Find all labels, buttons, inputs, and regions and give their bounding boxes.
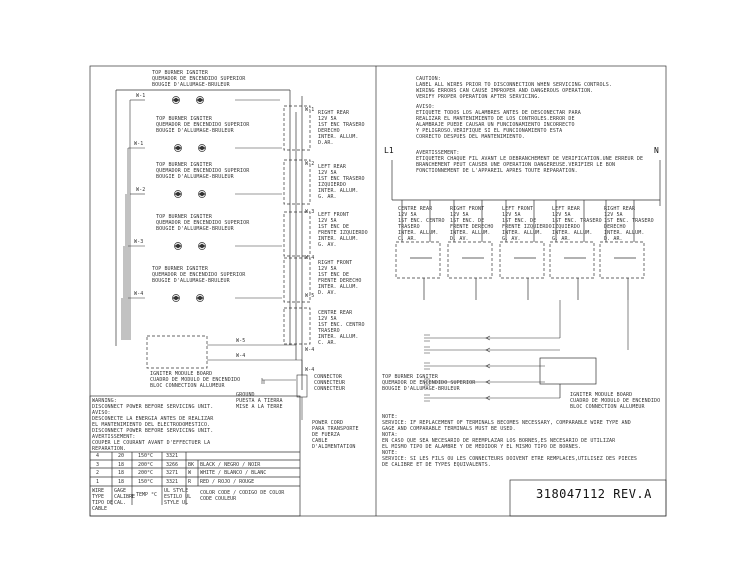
- wire-cell: WHITE / BLANCO / BLANC: [200, 470, 267, 476]
- igniter-board-left-label: IGNITER MODULE BOARD CUADRO DE MODULO DE ENCENDIDO BLOC CONNECTION ALLUMEUR: [150, 371, 241, 389]
- aviso-text: AVISO: ETIQUETE TODOS LOS ALAMBRES ANTES DE DESCONECTAR PARA REALIZAR EL MANTENIMIENTO DE LOS CONTROLES.ERROR DE ALAMBRAJE PUEDE CAUSAR UN FUNCIONAMIENTO INCORRECTO Y PELIGROSO.VERIFIQUE SI EL FUNCIONAMIENTO ESTA CORRECTO DESPUES DEL MANTENIMIENTO.: [416, 104, 581, 140]
- wire-cell: 1: [96, 479, 100, 485]
- switch-label-r-left-front: LEFT FRONT 12V 5A 1ST ENC. DE FRENTE IZQUIERDO INTER. ALLUM. G. AV.: [502, 206, 552, 242]
- wire-cell: 3266: [166, 462, 179, 468]
- wire-tag: W-4: [305, 367, 315, 373]
- warning-text: WARNING: DISCONNECT POWER BEFORE SERVICING UNIT. AVISO: DESCONECTE LA ENERGIA ANTES DE REALIZAR EL MANTENIMIENTO DEL ELECTRODOMESTICO. DISCONNECT POWER BEFORE SERVICING UNIT. AVERTISSEMENT: COUPER LE COURANT AVANT D'EFFECTUER LA REPARATION.: [92, 398, 214, 452]
- wire-cell: 18: [118, 462, 125, 468]
- wire-cell: BK: [188, 462, 195, 468]
- wire-tag: W-2: [136, 187, 146, 193]
- burner-label-3: TOP BURNER IGNITER QUEMADOR DE ENCENDIDO SUPERIOR BOUGIE D'ALLUMAGE-BRULEUR: [156, 162, 250, 180]
- wire-tag: W-1: [134, 141, 144, 147]
- wire-cell: 150°C: [138, 453, 154, 459]
- wire-tag: W-4: [305, 347, 315, 353]
- ground-label: GROUND PUESTA A TIERRA MISE A LA TERRE: [236, 392, 283, 410]
- burner-label-5: TOP BURNER IGNITER QUEMADOR DE ENCENDIDO SUPERIOR BOUGIE D'ALLUMAGE-BRULEUR: [152, 266, 246, 284]
- wire-cell: 3321: [166, 453, 179, 459]
- power-cord-label: POWER CORD PARA TRANSPORTE DE FUERZA CABLE D'ALIMENTATION: [312, 420, 359, 450]
- wire-cell: 200°C: [138, 470, 154, 476]
- avertissement-text: AVERTISSEMENT: ETIQUETER CHAQUE FIL AVANT LE DEBRANCHEMENT DE VERIFICATION.UNE ERREUR DE BRANCHEMENT PEUT CAUSER UNE OPERATION DANGEREUSE.VERIFIER LE BON FONCTIONNEMENT DE L'APPAREIL APRES TOUTE REPARATION.: [416, 150, 644, 174]
- wire-header: COLOR CODE / CODIGO DE COLOR CODE COULEUR: [200, 490, 285, 502]
- wire-cell: 150°C: [138, 479, 154, 485]
- wire-tag: W-4: [134, 291, 144, 297]
- wire-tag: W-4: [236, 353, 246, 359]
- wire-tag: W-2: [305, 161, 315, 167]
- caution-text: CAUTION: LABEL ALL WIRES PRIOR TO DISCONNECTION WHEN SERVICING CONTROLS. WIRING ERRORS CAN CAUSE IMPROPER AND DANGEROUS OPERATION. VERIFY PROPER OPERATION AFTER SERVICING.: [416, 76, 612, 100]
- wire-cell: 3321: [166, 479, 179, 485]
- wire-tag: W-3: [305, 209, 315, 215]
- burner-label-1: TOP BURNER IGNITER QUEMADOR DE ENCENDIDO SUPERIOR BOUGIE D'ALLUMAGE-BRULEUR: [152, 70, 246, 88]
- wire-cell: 3271: [166, 470, 179, 476]
- switch-label-r-right-front: RIGHT FRONT 12V 5A 1ST ENC. DE FRENTE DERECHO INTER. ALLUM. D. AV.: [450, 206, 494, 242]
- switch-label-r-right-rear: RIGHT REAR 12V 5A 1ST ENC. TRASERO DERECHO INTER. ALLUM. D. AR.: [604, 206, 654, 242]
- wire-cell: 4: [96, 453, 100, 459]
- igniter-board-right-outline: [540, 358, 596, 384]
- switch-label-r-left-rear: LEFT REAR 12V 5A 1ST ENC. TRASERO IZQUIERDO INTER. ALLUM. G. AR.: [552, 206, 602, 242]
- wire-tag: W-5: [236, 338, 246, 344]
- switch-label-right-front: RIGHT FRONT 12V 5A 1ST ENC DE FRENTE DERECHO INTER. ALLUM. D. AV.: [318, 260, 362, 296]
- l1-label: L1: [384, 146, 394, 155]
- switch-label-r-centre-rear: CENTRE REAR 12V 5A 1ST ENC. CENTRO TRASERO INTER. ALLUM. C. AR.: [398, 206, 445, 242]
- switch-label-left-rear: LEFT REAR 12V 5A 1ST ENC TRASERO IZQUIERDO INTER. ALLUM. G. AR.: [318, 164, 365, 200]
- note-text: NOTE: SERVICE: IF REPLACEMENT OF TERMINALS BECOMES NECESSARY, COMPARABLE WIRE TYPE AND GAGE AND COMPARABLE TERMINALS MUST BE USED. NOTA: EN CASO QUE SEA NECESARIO DE REEMPLAZAR LOS BORNES,ES NECESARIO DE UTILIZAR EL MISMO TIPO DE ALAMBRE Y DE MEDIDOR Y EL MISMO TIPO DE BORNES. NOTE: SERVICE: SI LES FILS OU LES CONNECTEURS DOIVENT ETRE REMPLACES,UTILISEZ DES PIECES DE CALIBRE ET DE TYPES EQUIVALENTS.: [382, 414, 638, 468]
- switch-label-left-front: LEFT FRONT 12V 5A 1ST ENC DE FRENTE IZQUIERDO INTER. ALLUM. G. AV.: [318, 212, 368, 248]
- igniter-board-left-outline: [147, 336, 207, 368]
- wire-cell: 18: [118, 470, 125, 476]
- wire-tag: W-1: [136, 93, 146, 99]
- switch-label-centre-rear: CENTRE REAR 12V 5A 1ST ENC. CENTRO TRASERO INTER. ALLUM. C. AR.: [318, 310, 365, 346]
- igniter-board-right-label: IGNITER MODULE BOARD CUADRO DE MODULO DE ENCENDIDO BLOC CONNECTION ALLUMEUR: [570, 392, 661, 410]
- connector-label: CONNECTOR CONNECTEUR CONNECTEUR: [314, 374, 346, 392]
- wire-cell: 2: [96, 470, 100, 476]
- wire-cell: 3: [96, 462, 100, 468]
- wire-header: TEMP °C: [136, 492, 158, 498]
- wire-cell: 18: [118, 479, 125, 485]
- switch-label-right-rear: RIGHT REAR 12V 5A 1ST ENC TRASERO DERECHO INTER. ALLUM. D.AR.: [318, 110, 365, 146]
- wire-header: UL STYLE ESTILO UL STYLE UL: [164, 488, 192, 506]
- wire-cell: 20: [118, 453, 125, 459]
- wire-header: GAGE CALIBRE CAL.: [114, 488, 136, 506]
- wire-cell: BLACK / NEGRO / NOIR: [200, 462, 261, 468]
- top-burner-right-label: TOP BURNER IGNITER QUEMADOR DE ENCENDIDO SUPERIOR BOUGIE D'ALLUMAGE-BRULEUR: [382, 374, 476, 392]
- wire-cell: W: [188, 470, 192, 476]
- part-number: 318047112 REV.A: [536, 487, 652, 501]
- wire-tag: W-5: [305, 293, 315, 299]
- wire-tag: W-1: [305, 107, 315, 113]
- wire-cell: RED / ROJO / ROUGE: [200, 479, 255, 485]
- n-label: N: [654, 146, 659, 155]
- burner-label-2: TOP BURNER IGNITER QUEMADOR DE ENCENDIDO SUPERIOR BOUGIE D'ALLUMAGE-BRULEUR: [156, 116, 250, 134]
- burner-label-4: TOP BURNER IGNITER QUEMADOR DE ENCENDIDO SUPERIOR BOUGIE D'ALLUMAGE-BRULEUR: [156, 214, 250, 232]
- wire-header: WIRE TYPE TIPO DE CABLE: [92, 488, 114, 512]
- wire-cell: 200°C: [138, 462, 154, 468]
- wire-tag: W-3: [134, 239, 144, 245]
- wire-tag: W-4: [305, 255, 315, 261]
- wire-cell: R: [188, 479, 192, 485]
